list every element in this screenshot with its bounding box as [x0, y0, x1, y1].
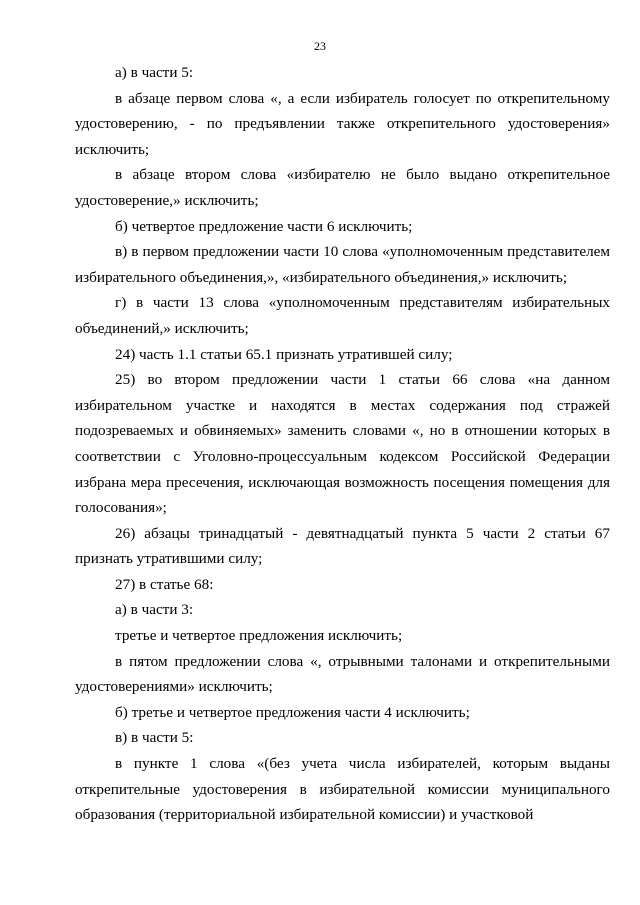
paragraph: в абзаце втором слова «избирателю не было выдано открепительное удостоверение,» исключить; [75, 166, 610, 209]
paragraph: третье и четвертое предложения исключить; [115, 627, 403, 645]
paragraph: 27) в статье 68: [115, 575, 214, 593]
paragraph: а) в части 3: [115, 601, 194, 619]
page-number: 23 [314, 39, 326, 53]
paragraph: в) в первом предложении части 10 слова «уполномоченным представителем избирательного объединения,», «избирательного объединения,» исключить; [75, 243, 610, 286]
document-body [75, 60, 610, 828]
paragraph: 25) во втором предложении части 1 статьи 66 слова «на данном избирательном участке и находятся в местах содержания под стражей подозреваемых и обвиняемых» заменить словами «, но в отношении которых в соответствии с Уголовно-процессуальным кодексом Российской Федерации избрана мера пресечения, исключающая возможность посещения помещения для голосования»; [75, 371, 610, 517]
paragraph: в абзаце первом слова «, а если избиратель голосует по открепительному удостоверению, - по предъявлении также открепительного удостоверения» исключить; [75, 89, 610, 158]
paragraph: г) в части 13 слова «уполномоченным представителям избирательных объединений,» исключить; [75, 294, 610, 337]
paragraph: в) в части 5: [115, 729, 194, 747]
paragraph: в пункте 1 слова «(без учета числа избирателей, которым выданы открепительные удостоверения в избирательной комиссии муниципального образования (территориальной избирательной комиссии) и участковой [75, 755, 610, 824]
paragraph: а) в части 5: [115, 64, 194, 81]
paragraph: 24) часть 1.1 статьи 65.1 признать утратившей силу; [115, 345, 453, 363]
paragraph: в пятом предложении слова «, отрывными талонами и открепительными удостоверениями» исключить; [75, 652, 610, 696]
paragraph: б) третье и четвертое предложения части 4 исключить; [115, 703, 470, 721]
paragraph: б) четвертое предложение части 6 исключить; [115, 217, 413, 235]
paragraph: 26) абзацы тринадцатый - девятнадцатый пункта 5 части 2 статьи 67 признать утратившими силу; [75, 524, 610, 568]
